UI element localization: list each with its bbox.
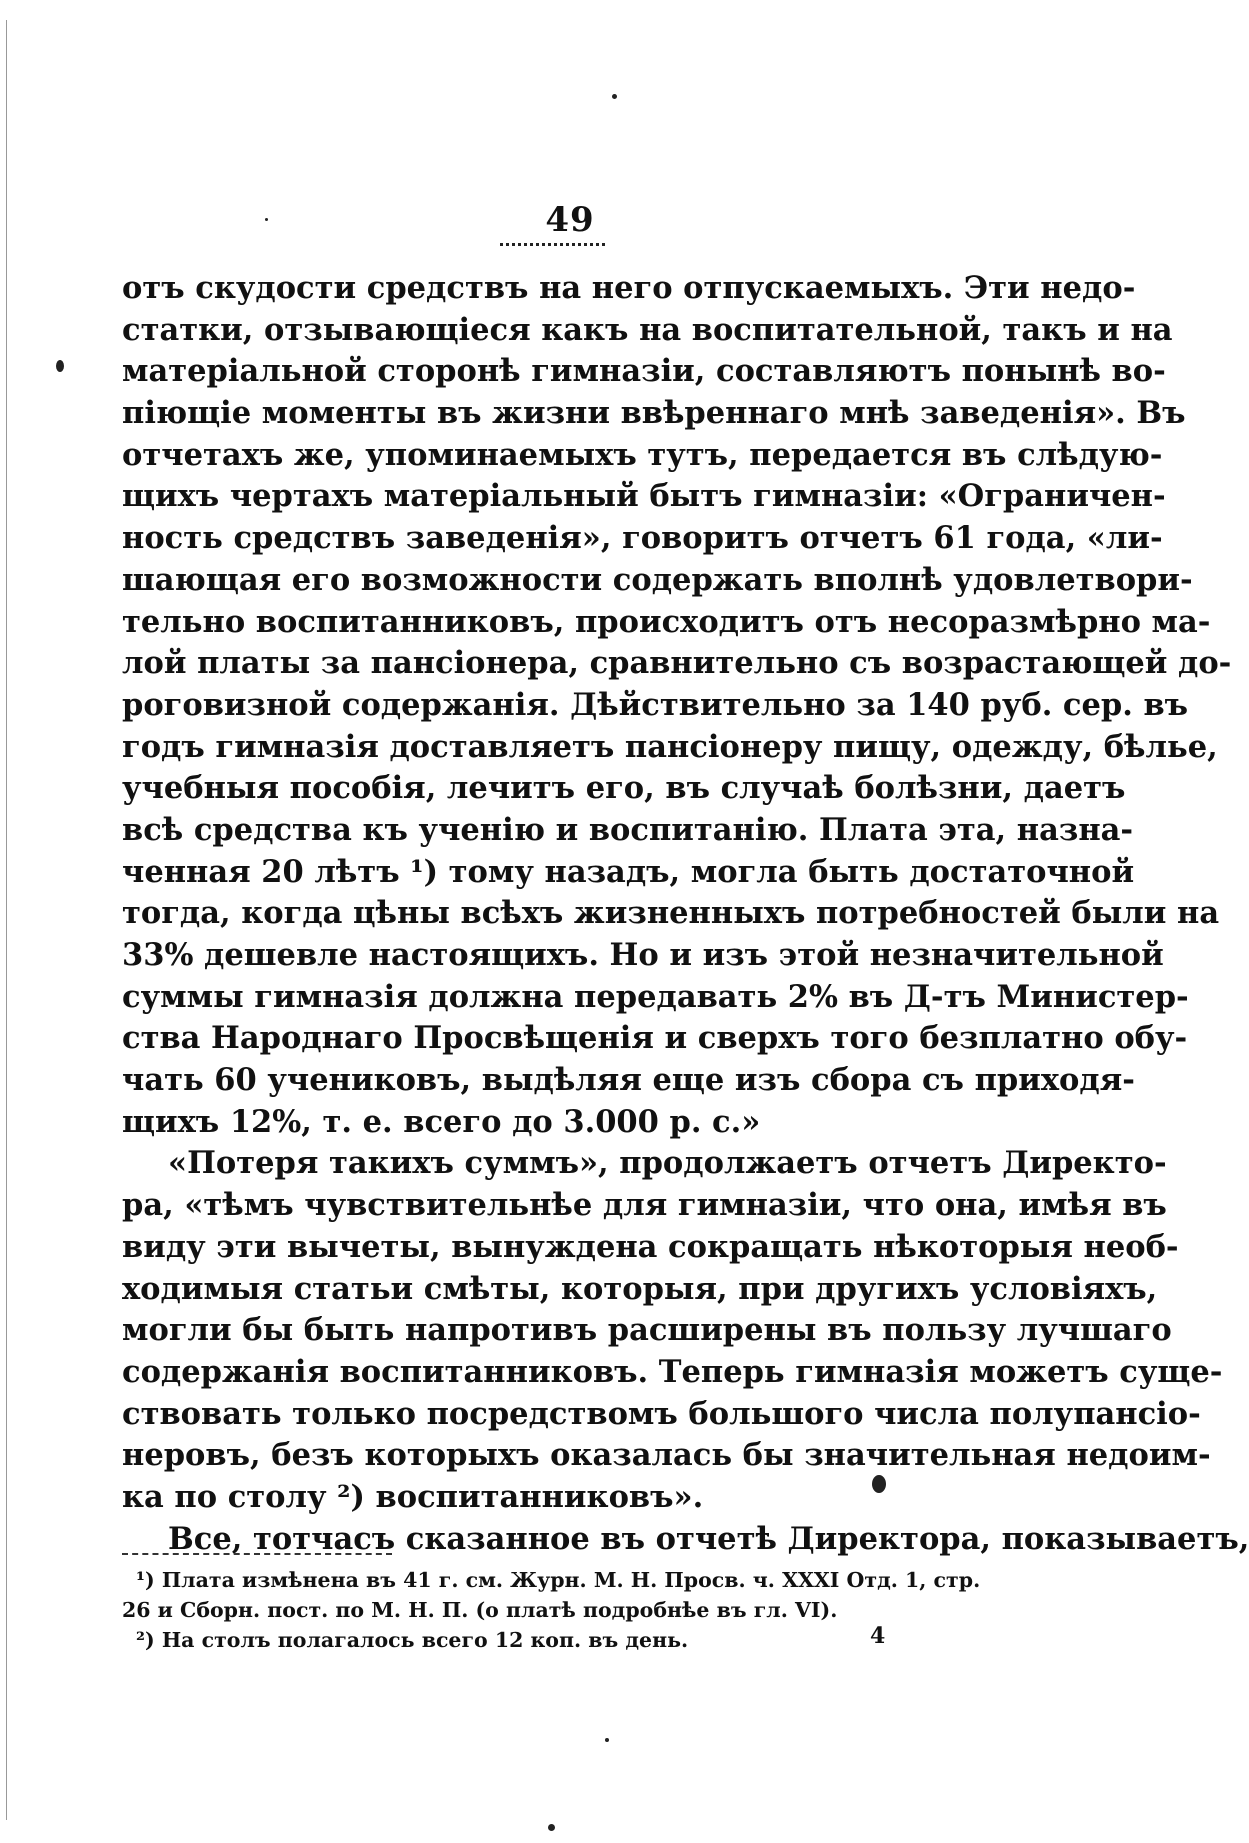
body-text xyxy=(122,268,1249,1560)
text-line: ствовать только посредствомъ большого числа полупансіо- xyxy=(122,1395,1201,1432)
text-line: «Потеря такихъ суммъ», продолжаетъ отчетъ Директо- xyxy=(168,1145,1167,1182)
ink-speck xyxy=(265,218,268,221)
text-line: роговизной содержанія. Дѣйствительно за 140 руб. сер. въ xyxy=(122,686,1189,723)
ink-speck xyxy=(612,94,617,99)
text-line: всѣ средства къ ученію и воспитанію. Плата эта, назна- xyxy=(122,811,1134,848)
text-line: ченная 20 лѣтъ ¹) тому назадъ, могла быть достаточной xyxy=(122,853,1135,890)
text-line: ность средствъ заведенія», говоритъ отчетъ 61 года, «ли- xyxy=(122,520,1163,557)
signature-mark: 4 xyxy=(870,1623,886,1649)
ink-speck xyxy=(605,1738,609,1742)
text-line: ходимыя статьи смѣты, которыя, при другихъ условіяхъ, xyxy=(122,1270,1158,1307)
text-line: тогда, когда цѣны всѣхъ жизненныхъ потребностей были на xyxy=(122,895,1220,932)
text-line: суммы гимназія должна передавать 2% въ Д-тъ Министер- xyxy=(122,978,1189,1015)
text-line: ка по столу ²) воспитанниковъ». xyxy=(122,1478,704,1515)
page-number-rule xyxy=(500,243,605,246)
text-line: матеріальной сторонѣ гимназіи, составляютъ понынѣ во- xyxy=(122,353,1166,390)
text-line: Все, тотчасъ сказанное въ отчетѣ Директора, показываетъ, xyxy=(168,1520,1249,1557)
footnotes xyxy=(122,1565,981,1655)
ink-speck xyxy=(548,1824,555,1831)
footnote-line: ²) На столъ полагалось всего 12 коп. въ день. xyxy=(136,1628,689,1652)
text-line: щихъ 12%, т. е. всего до 3.000 р. с.» xyxy=(122,1103,761,1140)
ink-speck xyxy=(56,360,64,372)
text-line: годъ гимназія доставляетъ пансіонеру пищу, одежду, бѣлье, xyxy=(122,728,1218,765)
text-line: учебныя пособія, лечитъ его, въ случаѣ болѣзни, даетъ xyxy=(122,770,1126,807)
text-line: чать 60 учениковъ, выдѣляя еще изъ сбора съ приходя- xyxy=(122,1062,1135,1099)
text-line: піющіе моменты въ жизни ввѣреннаго мнѣ заведенія». Въ xyxy=(122,395,1186,432)
text-line: 33% дешевле настоящихъ. Но и изъ этой незначительной xyxy=(122,937,1164,973)
text-line: щихъ чертахъ матеріальный бытъ гимназіи: «Ограничен- xyxy=(122,478,1166,515)
text-line: могли бы быть напротивъ расширены въ пользу лучшаго xyxy=(122,1312,1172,1349)
text-line: ства Народнаго Просвѣщенія и сверхъ того безплатно обу- xyxy=(122,1020,1188,1057)
page-number: 49 xyxy=(545,200,595,240)
text-line: статки, отзывающіеся какъ на воспитательной, такъ и на xyxy=(122,311,1173,348)
text-line: ра, «тѣмъ чувствительнѣе для гимназіи, что она, имѣя въ xyxy=(122,1187,1167,1224)
text-line: неровъ, безъ которыхъ оказалась бы значительная недоим- xyxy=(122,1437,1211,1474)
scan-edge-line xyxy=(6,20,7,1820)
text-line: отчетахъ же, упоминаемыхъ тутъ, передается въ слѣдую- xyxy=(122,436,1163,473)
text-line: шающая его возможности содержать вполнѣ удовлетвори- xyxy=(122,561,1193,598)
footnote-separator xyxy=(122,1553,392,1555)
text-line: лой платы за пансіонера, сравнительно съ возрастающей до- xyxy=(122,645,1232,682)
ink-speck xyxy=(872,1475,886,1493)
text-line: отъ скудости средствъ на него отпускаемыхъ. Эти недо- xyxy=(122,270,1136,306)
text-line: виду эти вычеты, вынуждена сокращать нѣкоторыя необ- xyxy=(122,1228,1179,1265)
footnote-line: ¹) Плата измѣнена въ 41 г. см. Журн. М. Н. Просв. ч. XXXI Отд. 1, стр. xyxy=(136,1568,981,1592)
text-line: содержанія воспитанниковъ. Теперь гимназія можетъ суще- xyxy=(122,1353,1223,1390)
footnote-line: 26 и Сборн. пост. по М. Н. П. (о платѣ подробнѣе въ гл. VI). xyxy=(122,1598,838,1622)
text-line: тельно воспитанниковъ, происходитъ отъ несоразмѣрно ма- xyxy=(122,603,1211,640)
